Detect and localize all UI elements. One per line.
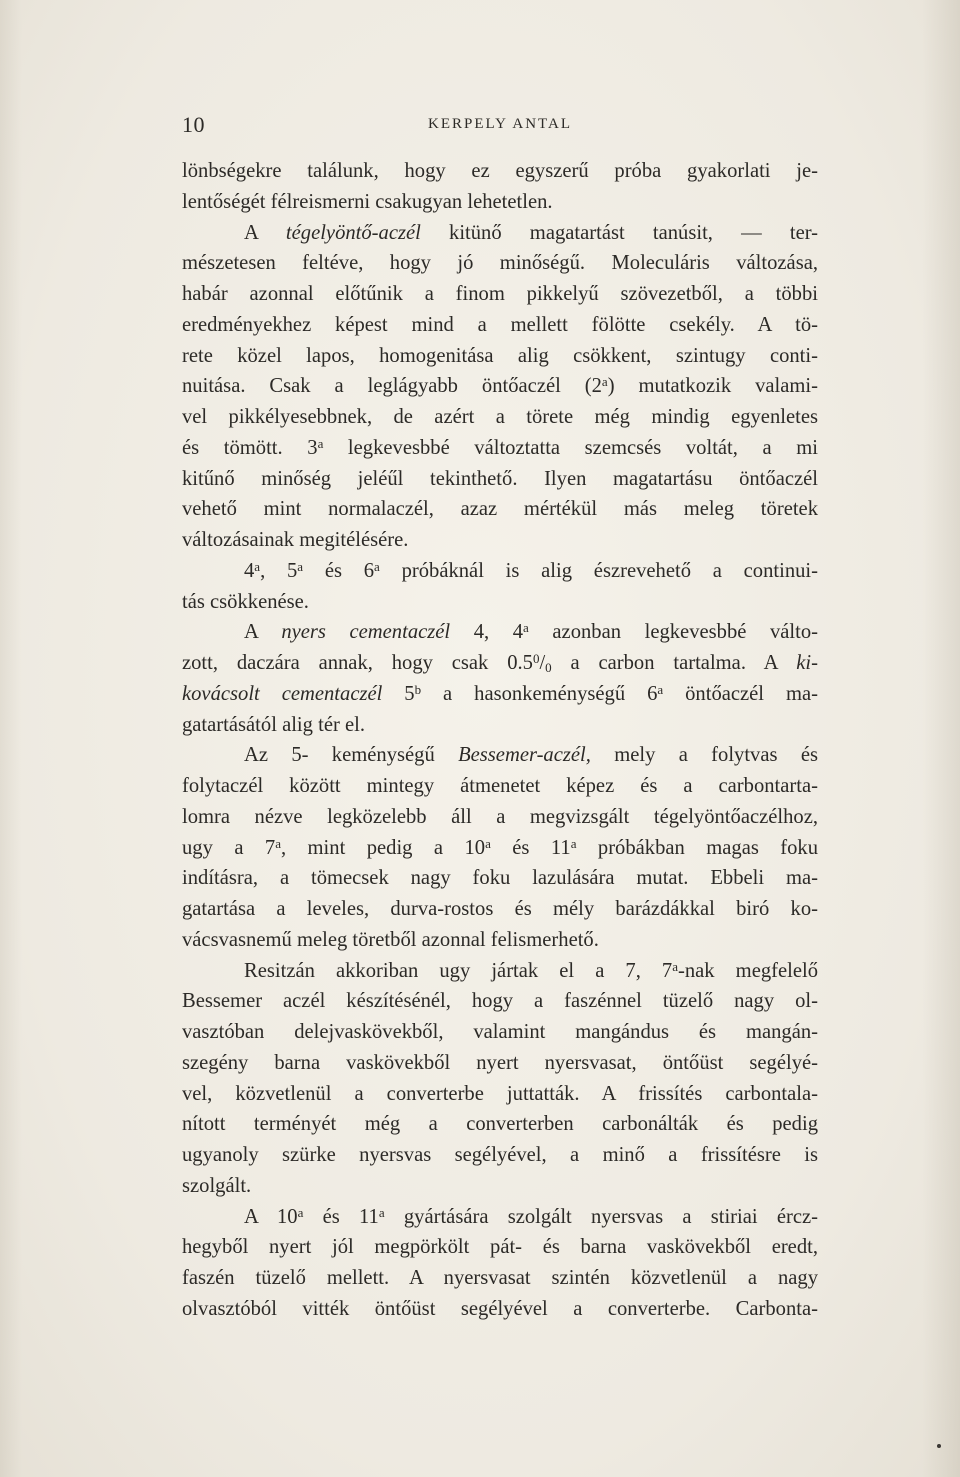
superscript: a: [672, 958, 679, 974]
text-run: mészetesen feltéve, hogy jó minőségű. Moleculáris változása,: [182, 252, 818, 275]
text-run: Az 5- keménységű: [244, 744, 459, 767]
superscript: a: [378, 1204, 385, 1220]
text-run: tás csökkenése.: [182, 590, 309, 613]
text-run: folytaczél között mintegy átmenetet képez és a carbontarta-: [182, 775, 818, 797]
text-run: nuitása. Csak a leglágyabb öntőaczél (2: [182, 375, 602, 398]
text-run: próbáknál is alig észrevehető a continui-: [379, 559, 818, 582]
body-text: [182, 156, 818, 1325]
text-line: [182, 341, 818, 372]
text-line: [182, 587, 818, 618]
superscript: a: [570, 835, 577, 851]
text-run: indításra, a tömecsek nagy foku lazulására mutat. Ebbeli ma-: [182, 867, 818, 890]
text-run: olvasztóból vitték öntőüst segélyével a converterbe. Carbonta-: [182, 1297, 818, 1320]
text-run: vácsvasnemű meleg töretből azonnal felismerhető.: [182, 928, 599, 951]
italic-term: ki-: [796, 652, 818, 674]
text-line: [182, 402, 818, 433]
text-line: [182, 863, 818, 894]
text-run: kitünő magatartást tanúsit, — ter-: [420, 221, 819, 244]
superscript: a: [297, 1204, 304, 1220]
text-line: [182, 1048, 818, 1079]
ink-speck: [937, 1444, 941, 1448]
text-line: [182, 617, 818, 648]
text-line: [182, 833, 818, 864]
text-run: lönbségekre találunk, hogy ez egyszerű próba gyakorlati je-: [182, 160, 818, 182]
text-line: [182, 310, 818, 341]
text-line: [182, 1294, 818, 1325]
subscript: 0: [545, 660, 552, 675]
text-line: [182, 771, 818, 802]
superscript: a: [657, 681, 664, 697]
running-head: KERPELY ANTAL: [428, 116, 572, 132]
text-run: mely a folytvas és: [590, 744, 818, 767]
superscript: a: [317, 435, 324, 451]
text-line: [182, 956, 818, 987]
text-run: faszén tüzelő mellett. A nyersvasat szintén közvetlenül a nagy: [182, 1267, 818, 1289]
text-line: [182, 986, 818, 1017]
text-run: ugy a 7: [182, 836, 276, 859]
text-run: próbákban magas foku: [576, 836, 819, 859]
text-line: [182, 740, 818, 771]
text-run: /: [539, 652, 546, 674]
italic-term: nyers cementaczél: [281, 621, 451, 644]
superscript: a: [601, 374, 608, 390]
superscript: a: [275, 835, 281, 851]
text-line: [182, 187, 818, 218]
text-line: [182, 156, 818, 187]
text-run: habár azonnal előtűnik a finom pikkelyű szövezetből, a többi: [182, 283, 818, 305]
text-line: [182, 679, 818, 710]
text-line: [182, 494, 818, 525]
superscript: a: [523, 620, 529, 636]
text-run: és 11: [303, 1205, 379, 1228]
text-run: hegyből nyert jól megpörkölt pát- és barna vaskövekből eredt,: [182, 1236, 818, 1259]
text-run: gatartása a leveles, durva-rostos és mély barázdákkal biró ko-: [182, 898, 818, 920]
text-run: A 10: [244, 1205, 298, 1228]
text-run: változásainak megitélésére.: [182, 529, 409, 551]
superscript: 0: [532, 651, 540, 666]
text-line: [182, 1232, 818, 1263]
page-number: 10: [182, 112, 205, 137]
text-line: [182, 710, 818, 741]
text-line: [182, 433, 818, 464]
text-run: legkevesbbé változtatta szemcsés voltát, a mi: [323, 436, 818, 459]
page-header: [182, 112, 818, 142]
text-run: zott, daczára annak, hogy csak 0.5: [182, 652, 533, 674]
text-run: 4: [244, 559, 255, 582]
text-line: [182, 1171, 818, 1202]
text-run: és 6: [303, 559, 375, 582]
text-line: [182, 648, 818, 679]
superscript: a: [485, 835, 491, 851]
text-line: [182, 279, 818, 310]
text-line: [182, 1263, 818, 1294]
text-line: [182, 1079, 818, 1110]
text-run: vasztóban delejvaskövekből, valamint mangándus és mangán-: [182, 1021, 818, 1043]
superscript: b: [414, 681, 422, 697]
text-run: A: [244, 621, 282, 644]
text-run: lentőségét félreismerni csakugyan lehetetlen.: [182, 190, 553, 213]
text-run: szolgált.: [182, 1174, 252, 1197]
text-run: vel pikkélyesebbnek, de azért a törete még mindig egyenletes: [182, 406, 818, 428]
text-line: [182, 1202, 818, 1233]
text-run: vel, közvetlenül a converterbe juttatták. A frissítés carbontala-: [182, 1082, 818, 1105]
page-shadow-left: [0, 0, 22, 1477]
text-run: 4, 4: [450, 621, 524, 644]
text-line: [182, 464, 818, 495]
text-run: , mint pedig a 10: [280, 836, 486, 859]
text-line: [182, 1017, 818, 1048]
text-run: lomra nézve legközelebb áll a megvizsgált tégelyöntőaczélhoz,: [182, 805, 818, 828]
text-run: rete közel lapos, homogenitása alig csökkent, szintugy conti-: [182, 344, 818, 367]
text-line: [182, 1109, 818, 1140]
text-run: öntőaczél ma-: [663, 682, 818, 705]
text-run: Bessemer aczél készítésénél, hogy a faszénnel tüzelő nagy ol-: [182, 990, 818, 1013]
text-run: 5: [382, 682, 415, 705]
page-shadow-right: [922, 0, 960, 1477]
italic-term: tégelyöntő-aczél: [285, 221, 421, 244]
text-run: nított terményét még a converterben carbonálták és pedig: [182, 1113, 818, 1136]
text-run: eredményekhez képest mind a mellett fölötte csekély. A tö-: [182, 313, 818, 336]
text-run: ) mutatkozik valami-: [607, 375, 818, 398]
text-run: szegény barna vaskövekből nyert nyersvasat, öntőüst segélyé-: [182, 1051, 818, 1074]
text-line: [182, 1140, 818, 1171]
text-run: Resitzán akkoriban ugy jártak el a 7, 7: [244, 959, 673, 982]
text-line: [182, 802, 818, 833]
text-run: vehető mint normalaczél, azaz mértékül más meleg töretek: [182, 498, 818, 521]
text-line: [182, 894, 818, 925]
text-run: és tömött. 3: [182, 436, 318, 459]
text-run: A: [244, 221, 286, 244]
superscript: a: [297, 558, 304, 574]
text-line: [182, 556, 818, 587]
text-line: [182, 925, 818, 956]
text-run: a carbon tartalma. A: [551, 652, 797, 674]
text-run: , 5: [260, 559, 298, 582]
text-run: gyártására szolgált nyersvas a stiriai ércz-: [384, 1205, 818, 1228]
text-run: ugyanoly szürke nyersvas segélyével, a minő a frissítésre is: [182, 1144, 818, 1166]
text-run: azonban legkevesbbé válto-: [528, 621, 818, 644]
superscript: a: [374, 558, 380, 574]
text-line: [182, 248, 818, 279]
text-run: gatartásától alig tér el.: [182, 713, 365, 736]
text-run: és 11: [490, 836, 571, 859]
text-run: a hasonkeménységű 6: [421, 682, 658, 705]
text-run: kitűnő minőség jeléűl tekinthető. Ilyen magatartásu öntőaczél: [182, 467, 818, 490]
text-line: [182, 218, 818, 249]
text-line: [182, 525, 818, 556]
italic-term: kovácsolt cementaczél: [182, 682, 383, 705]
text-run: -nak megfelelő: [678, 959, 819, 982]
text-line: [182, 371, 818, 402]
superscript: a: [254, 558, 261, 574]
italic-term: Bessemer-aczél,: [458, 744, 591, 767]
